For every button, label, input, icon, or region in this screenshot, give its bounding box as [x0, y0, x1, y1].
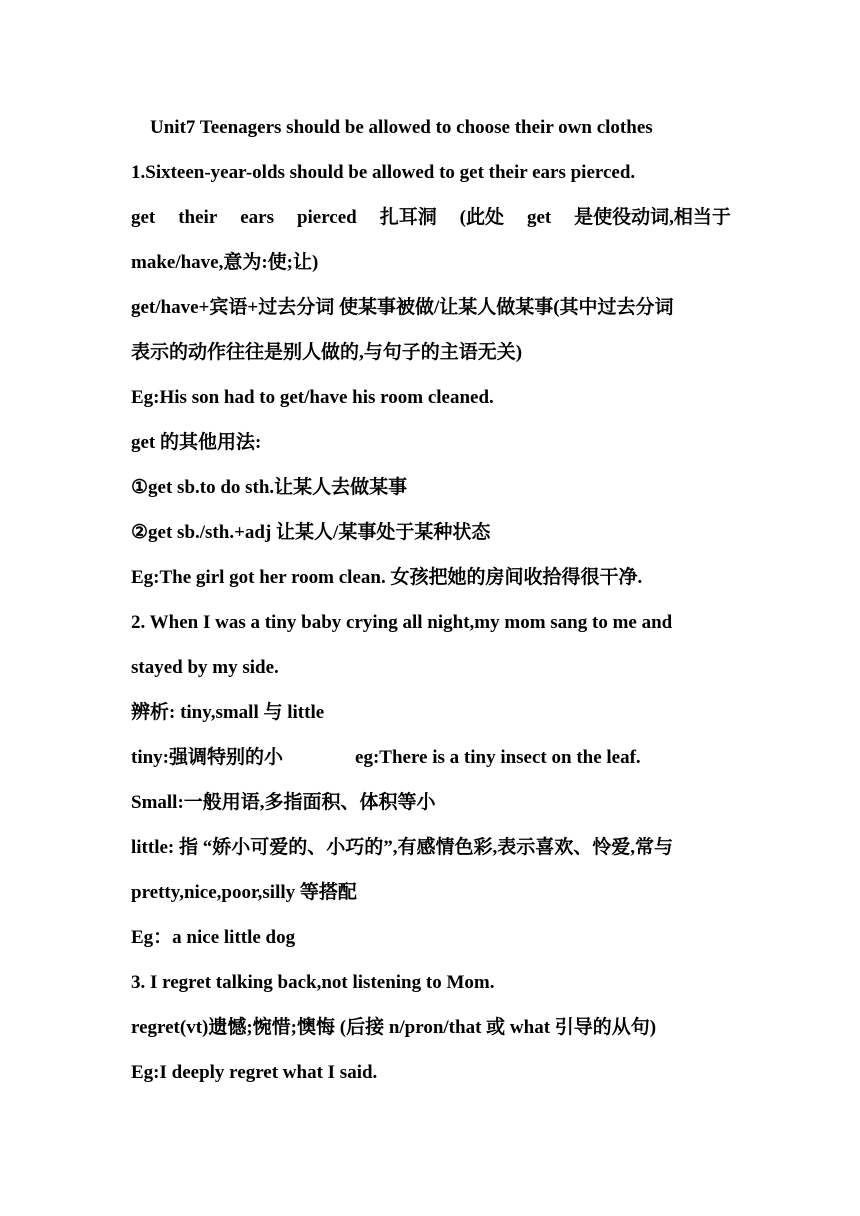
word: get: [131, 207, 156, 228]
text-line: 1.Sixteen-year-olds should be allowed to get their ears pierced.: [131, 162, 636, 183]
text-line: get 的其他用法:: [131, 432, 262, 453]
text-line: make/have,意为:使;让): [131, 252, 319, 273]
text-line: 2. When I was a tiny baby crying all night,my mom sang to me and: [131, 612, 673, 633]
example-line: Eg:His son had to get/have his room cleaned.: [131, 387, 494, 408]
word: ears: [240, 207, 274, 228]
word: their: [178, 207, 218, 228]
example-line: Eg:The girl got her room clean. 女孩把她的房间收拾得很干净.: [131, 567, 643, 588]
word: pierced: [296, 207, 357, 228]
text-line: 表示的动作往往是别人做的,与句子的主语无关): [131, 342, 523, 363]
text-line-justified: [131, 206, 731, 230]
word: get: [526, 207, 552, 228]
unit-title: Unit7 Teenagers should be allowed to choose their own clothes: [150, 117, 653, 138]
tiny-line: [131, 746, 641, 770]
word: 是使役动词,相当于: [574, 207, 731, 228]
tiny-term: tiny:强调特别的小: [131, 747, 284, 768]
text-line: pretty,nice,poor,silly 等搭配: [131, 882, 357, 903]
example-line: Eg：a nice little dog: [131, 927, 296, 948]
text-line: 辨析: tiny,small 与 little: [131, 702, 325, 723]
text-line: 3. I regret talking back,not listening to Mom.: [131, 972, 495, 993]
text-line: Small:一般用语,多指面积、体积等小: [131, 792, 436, 813]
text-line: little: 指 “娇小可爱的、小巧的”,有感情色彩,表示喜欢、怜爱,常与: [131, 837, 674, 858]
text-line: get/have+宾语+过去分词 使某事被做/让某人做某事(其中过去分词: [131, 297, 674, 318]
word: 扎耳洞: [379, 207, 437, 228]
text-line: ②get sb./sth.+adj 让某人/某事处于某种状态: [131, 522, 491, 543]
text-line: ①get sb.to do sth.让某人去做某事: [131, 477, 408, 498]
text-line: stayed by my side.: [131, 657, 279, 678]
text-line: regret(vt)遗憾;惋惜;懊悔 (后接 n/pron/that 或 what 引导的从句): [131, 1017, 657, 1038]
word: (此处: [459, 207, 504, 228]
tiny-example: eg:There is a tiny insect on the leaf.: [355, 747, 641, 768]
example-line: Eg:I deeply regret what I said.: [131, 1062, 378, 1083]
